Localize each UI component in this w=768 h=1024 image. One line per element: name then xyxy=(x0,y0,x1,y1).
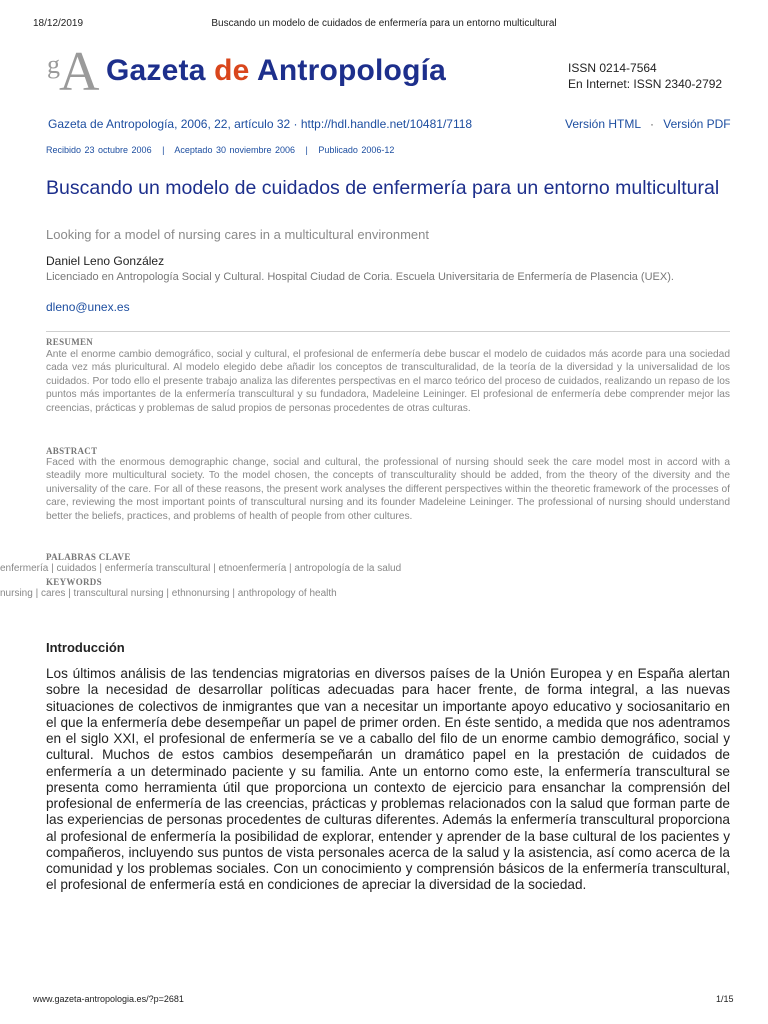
keywords-en-label: KEYWORDS xyxy=(46,577,102,587)
logo-letter-g: g xyxy=(47,50,60,79)
author-name: Daniel Leno González xyxy=(46,254,165,268)
keywords-es-label: PALABRAS CLAVE xyxy=(46,552,131,562)
print-date: 18/12/2019 xyxy=(33,18,84,29)
article-subtitle: Looking for a model of nursing cares in a multicultural environment xyxy=(46,227,429,242)
resumen-label: RESUMEN xyxy=(46,337,94,347)
issn-print: ISSN 0214-7564 xyxy=(568,61,657,75)
article-title: Buscando un modelo de cuidados de enfermería para un entorno multicultural xyxy=(46,177,720,199)
footer-page-number: 1/15 xyxy=(716,994,734,1004)
version-links xyxy=(565,117,731,131)
issn-block xyxy=(568,60,722,92)
journal-name-word-2: de xyxy=(214,54,250,87)
section-heading-introduccion: Introducción xyxy=(46,640,125,655)
journal-logo[interactable] xyxy=(47,41,102,103)
footer-url: www.gazeta-antropologia.es/?p=2681 xyxy=(33,994,184,1004)
publication-dates: Recibido 23 octubre 2006 | Aceptado 30 noviembre 2006 | Publicado 2006-12 xyxy=(46,145,395,155)
citation-link[interactable]: Gazeta de Antropología, 2006, 22, artículo 32 · http://hdl.handle.net/10481/7118 xyxy=(48,117,473,131)
abstract-label: ABSTRACT xyxy=(46,446,98,456)
abstract-text: Faced with the enormous demographic change, social and cultural, the professional of nursing should seek the care model most in accord with a steadily more multicultural society. To the model chosen, the concepts of transculturality should be added, from the theory of the diversity and the universality of the care. For all of these reasons, the present work analyses the different perspectives within the theoretic framework of the processes of care, reviewing the most important points of transcultural nursing and its founder Madeleine Leininger. The professional of nursing should understand better the beliefs, practices, and problems of health of people from other cultures. xyxy=(46,457,730,522)
journal-name-word-1: Gazeta xyxy=(106,54,206,87)
introduction-paragraph: Los últimos análisis de las tendencias migratorias en diversos países de la Unión Europea y en España alertan sobre la necesidad de desarrollar políticas adecuadas para hacer frente, de forma integral, a las nuevas situaciones de colectivos de inmigrantes que van a necesitar un importante apoyo educativo y sociosanitario en el que la enfermería debe desempeñar un papel de primer orden. En éste sentido, a medida que nos adentramos en el siglo XXI, el profesional de enfermería se ve a caballo del filo de un enorme cambio demográfico, social y cultural. Muchos de estos cambios desempeñarán un dramático papel en la prestación de cuidados de enfermería a un determinado paciente y su familia. Ante un entorno como este, la enfermería transcultural se presenta como herramienta útil que proporciona un contexto de ejercicio para ensanchar la comprensión del profesional de enfermería de las creencias, prácticas y problemas relacionados con la salud que forman parte de las experiencias de personas procedentes de culturas diferentes. Además la enfermería transcultural proporciona al profesional de enfermería la posibilidad de explorar, entender y aprender de la base cultural de los pacientes y compañeros, incluyendo sus puntos de vista personales acerca de la salud y la asistencia, así como acerca de la comunidad y los problemas sociales. Con un conocimiento y comprensión básicos de la enfermería transcultural, el profesional de enfermería está en condiciones de apreciar la diversidad de la sociedad. xyxy=(46,666,730,893)
resumen-text: Ante el enorme cambio demográfico, social y cultural, el profesional de enfermería debe buscar el modelo de cuidados más acorde para una sociedad cada vez más pluricultural. Al modelo elegido debe añadir los conceptos de transculturalidad, de la teoría de la diversidad y la universalidad de los cuidados. Por todo ello el presente trabajo analiza las diferentes perspectivas en el marco teórico del proceso de cuidados, realizando un repaso de los puntos más importantes de la enfermería transcultural y su fundadora, Madeleine Leininger. El profesional de enfermería debe comprender mejor las creencias, prácticas y problemas de salud propios de personas procedentes de otras culturas. xyxy=(46,349,730,414)
journal-name[interactable] xyxy=(106,54,446,88)
author-affiliation: Licenciado en Antropología Social y Cultural. Hospital Ciudad de Coria. Escuela Universitaria de Enfermería de Plasencia (UEX). xyxy=(46,271,674,283)
author-email-link[interactable]: dleno@unex.es xyxy=(46,300,130,314)
keywords-es-text: enfermería | cuidados | enfermería transcultural | etnoenfermería | antropología de la salud xyxy=(0,563,402,574)
logo-letter-a: A xyxy=(59,41,100,103)
keywords-en-text: nursing | cares | transcultural nursing | ethnonursing | anthropology of health xyxy=(0,588,337,599)
print-page-title: Buscando un modelo de cuidados de enfermería para un entorno multicultural xyxy=(211,18,557,29)
pdf-version-link[interactable]: Versión PDF xyxy=(663,117,731,131)
divider xyxy=(46,331,730,332)
journal-name-word-3: Antropología xyxy=(256,54,447,87)
version-separator: · xyxy=(649,117,654,131)
issn-online: En Internet: ISSN 2340-2792 xyxy=(568,77,723,91)
html-version-link[interactable]: Versión HTML xyxy=(565,117,641,131)
